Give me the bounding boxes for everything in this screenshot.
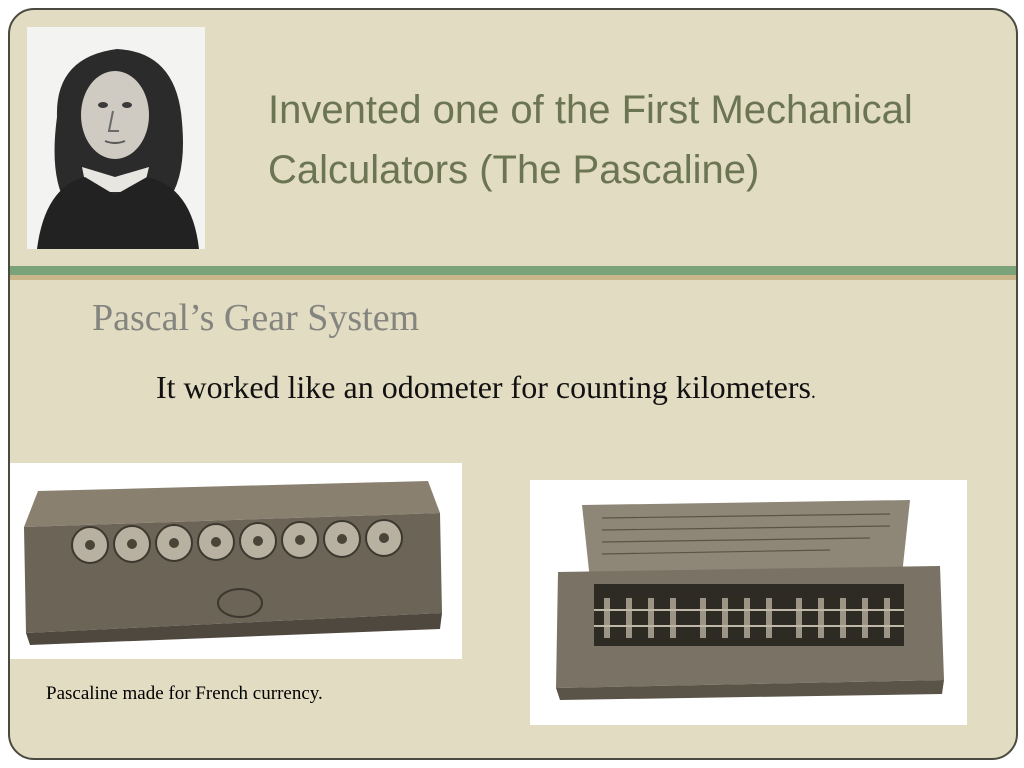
title-divider-tan [10, 275, 1016, 280]
slide-title: Invented one of the First Mechanical Calculators (The Pascaline) [268, 88, 913, 192]
body-text-period: . [810, 381, 816, 403]
image-caption: Pascaline made for French currency. [46, 683, 323, 704]
slide [8, 8, 1018, 760]
pascaline-closed-image [8, 463, 462, 659]
subheading: Pascal’s Gear System [92, 297, 420, 339]
body-text-main: It worked like an odometer for counting kilometers [156, 369, 811, 405]
portrait-image [27, 27, 205, 249]
title-divider-green [10, 266, 1016, 275]
pascaline-open-image [530, 480, 967, 725]
body-text [156, 360, 856, 419]
